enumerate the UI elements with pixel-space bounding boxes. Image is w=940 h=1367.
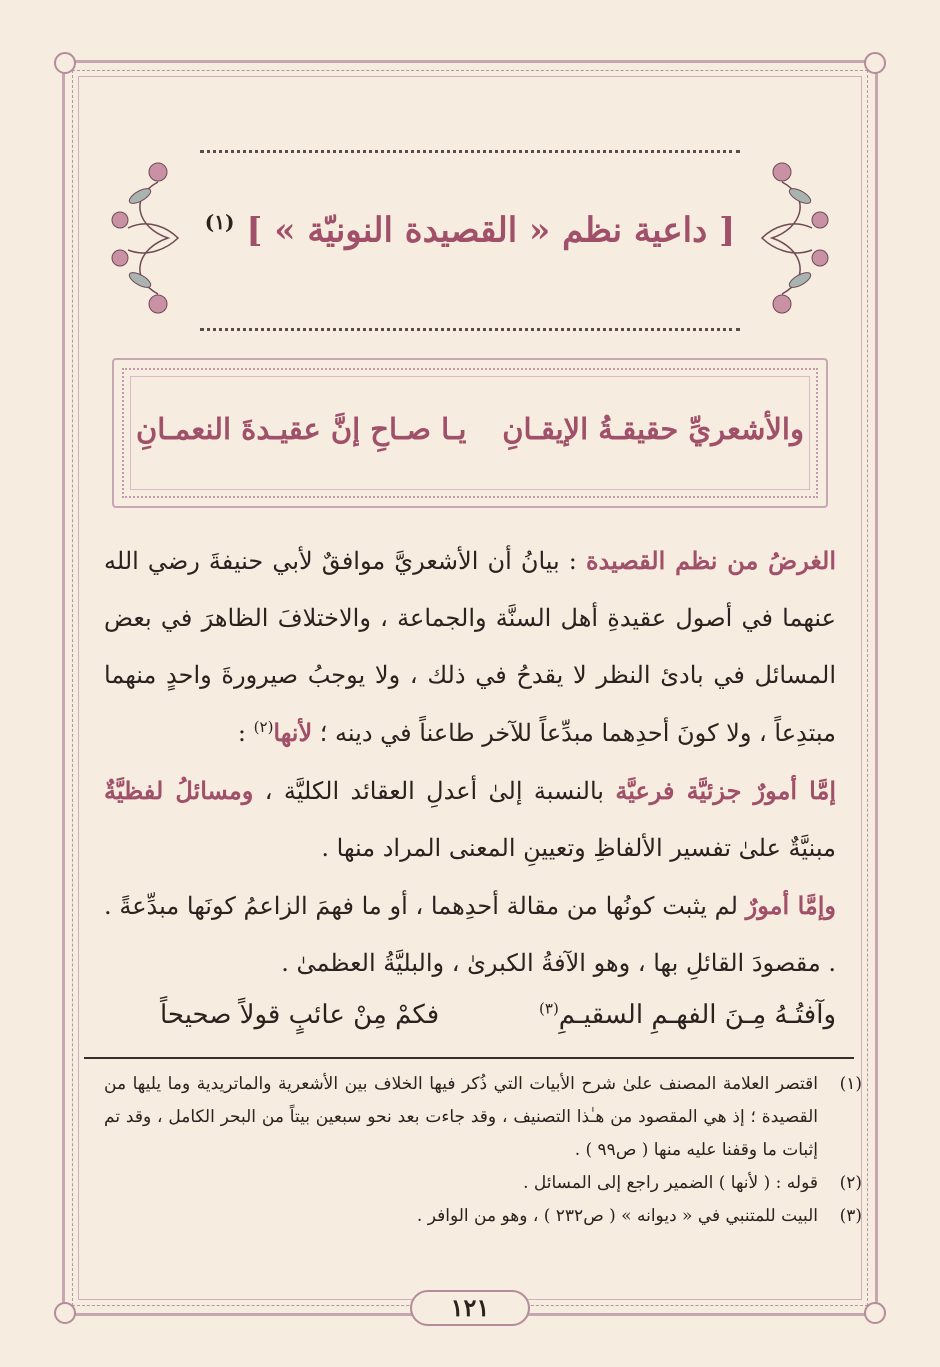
- footnote-divider: [84, 1057, 854, 1059]
- section-title: [200, 210, 740, 250]
- highlight-label: الغرضُ من نظم القصيدة: [585, 546, 836, 575]
- footnote-text: اقتصر العلامة المصنف علىٰ شرح الأبيات التي ذُكر فيها الخلاف بين الأشعرية والماتريدية وما يليها من القصيدة ؛ إذ هي المقصود من هـٰذا التصنيف ، وقد جاءت بعد نحو سبعين بيتاً من البحر الكامل ، وقد تم إثبات ما وقفنا عليه منها ( ص٩٩ ) .: [104, 1074, 818, 1160]
- footnote: [104, 1200, 862, 1233]
- corner-ornament: [54, 52, 76, 74]
- body-text: [104, 532, 836, 992]
- highlight-label: إمَّا أمورٌ جزئيَّة فرعيَّة: [615, 776, 836, 805]
- footnote-number: (٣): [839, 1206, 862, 1226]
- section-title-text: [ داعية نظم « القصيدة النونيّة » ]: [246, 210, 736, 251]
- verse-line: [136, 412, 804, 446]
- poem-hemistich-2: [499, 1000, 836, 1030]
- paragraph-text: لم يثبت كونُها من مقالة أحدِهما ، أو ما فهمَ الزاعمُ كونَها مبدِّعةً . . مقصودَ القائلِ بها ، وهو الآفةُ الكبرىٰ ، والبليَّةُ العظمىٰ .: [104, 892, 836, 977]
- dotted-rule: [200, 150, 740, 153]
- footnote-ref: (٣): [539, 999, 559, 1018]
- footnote-ref: (١): [204, 210, 235, 234]
- footnote-text: قوله : ( لأنها ) الضمير راجع إلى المسائل .: [523, 1173, 818, 1193]
- paragraph: [104, 532, 836, 762]
- page-number: ١٢١: [410, 1290, 530, 1326]
- footnote: [104, 1068, 862, 1167]
- dotted-rule: [200, 328, 740, 331]
- footnote-number: (٢): [839, 1173, 862, 1193]
- paragraph: [104, 877, 836, 992]
- verse-hemistich-2: والأشعريِّ حقيقـةُ الإيقـانِ: [502, 412, 804, 446]
- paragraph-text: بالنسبة إلىٰ أعدلِ العقائد الكليَّة ،: [253, 777, 616, 805]
- footnote-number: (١): [839, 1074, 862, 1094]
- footnote-ref: (٢): [253, 718, 274, 736]
- corner-ornament: [54, 1302, 76, 1324]
- highlight-label: وإمَّا أمورٌ: [745, 891, 836, 920]
- highlight-label: ومسائلُ لفظيَّةٌ: [104, 776, 254, 805]
- verse-hemistich-1: يـا صـاحِ إنَّ عقيـدةَ النعمـانِ: [136, 412, 467, 446]
- paragraph-text: : بيانُ أن الأشعريَّ موافقٌ لأبي حنيفةَ رضي الله عنهما في أصول عقيدةِ أهل السنَّة والجماعة ، والاختلافَ الظاهرَ في بعض المسائل في بادئ النظر لا يقدحُ في ذلك ، ولا يوجبُ صيرورةَ واحدٍ منهما مبتدِعاً ، ولا كونَ أحدِهما مبدِّعاً للآخر طاعناً في دينه ؛: [104, 547, 836, 747]
- paragraph-text: :: [237, 719, 254, 747]
- footnote-text: البيت للمتنبي في « ديوانه » ( ص٢٣٢ ) ، وهو من الوافر .: [416, 1206, 818, 1226]
- footnotes: [104, 1068, 862, 1233]
- verse-box: [112, 358, 828, 508]
- floral-ornament-icon: [752, 158, 842, 318]
- paragraph-text: مبنيَّةٌ علىٰ تفسير الألفاظِ وتعيينِ المعنى المراد منها .: [321, 834, 836, 862]
- poem-hemistich-1: فكمْ مِنْ عائبٍ قولاً صحيحاً: [160, 1000, 440, 1030]
- poem-hemistich-2-text: وآفتُـهُ مِـنَ الفهـمِ السقيـمِ: [558, 1000, 836, 1030]
- corner-ornament: [864, 52, 886, 74]
- paragraph: [104, 762, 836, 877]
- floral-ornament-icon: [98, 158, 188, 318]
- title-band: [110, 138, 830, 338]
- highlight-label: لأنها: [273, 718, 313, 747]
- corner-ornament: [864, 1302, 886, 1324]
- poem-line: [160, 1000, 836, 1030]
- footnote: [104, 1167, 862, 1200]
